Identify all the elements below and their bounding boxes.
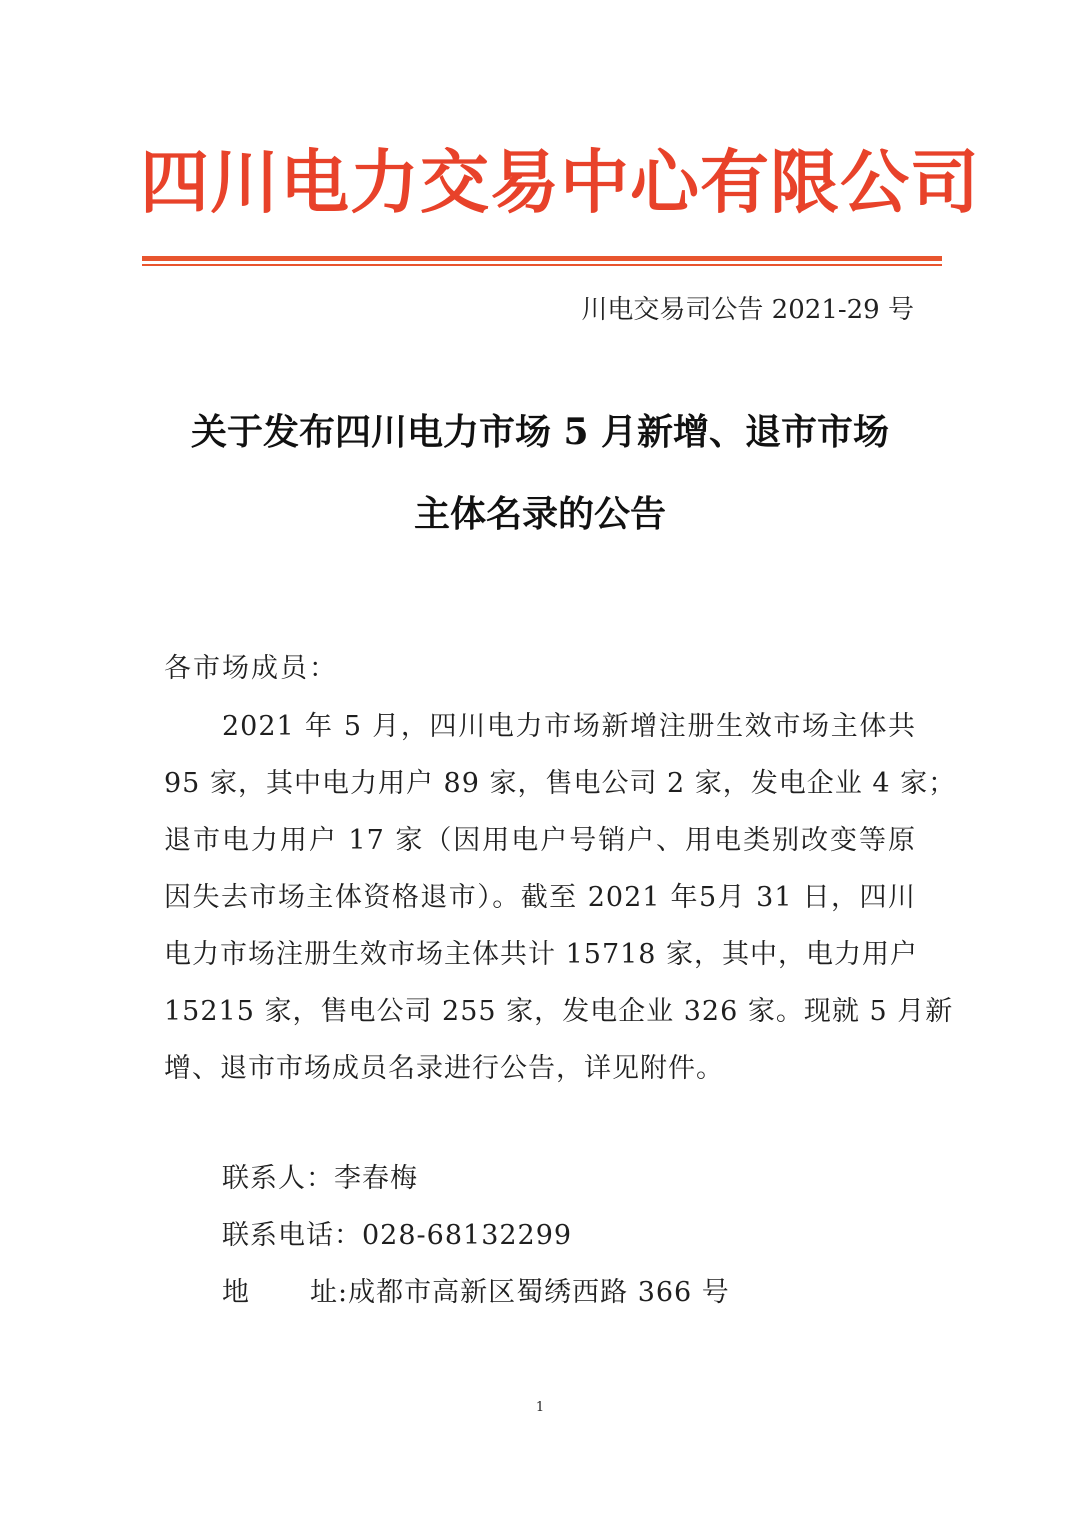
contact-person-value: 李春梅 (334, 1163, 418, 1194)
body-paragraph (164, 698, 957, 1097)
contact-address-value: 成都市高新区蜀绣西路 366 号 (348, 1277, 730, 1308)
page-number: 1 (535, 1400, 545, 1415)
organization-title: 四川电力交易中心有限公司 (140, 142, 980, 223)
contact-phone-value: 028-68132299 (362, 1220, 573, 1251)
body-line: 电力市场注册生效市场主体共计 15718 家，其中，电力用户 (164, 939, 919, 970)
header-rule-thick (142, 256, 942, 261)
contact-person-label: 联系人： (222, 1163, 334, 1194)
contact-address-label-2: 址: (310, 1277, 349, 1308)
document-title-line-1: 关于发布四川电力市场 5 月新增、退市市场 (190, 411, 890, 453)
body-line: 2021 年 5 月，四川电力市场新增注册生效市场主体共 (222, 711, 916, 742)
document-number: 川电交易司公告 2021-29 号 (581, 295, 914, 325)
body-line: 退市电力用户 17 家（因用电户号销户、用电类别改变等原 (164, 825, 916, 856)
document-title-line-2: 主体名录的公告 (413, 493, 666, 535)
body-line: 增、退市市场成员名录进行公告，详见附件。 (164, 1053, 724, 1084)
contact-address (222, 1268, 730, 1318)
header-rule-thin (142, 264, 942, 266)
contact-address-label: 地 (222, 1277, 249, 1308)
body-line: 15215 家，售电公司 255 家，发电企业 326 家。现就 5 月新 (164, 996, 954, 1027)
contact-phone (222, 1211, 572, 1261)
contact-phone-label: 联系电话： (222, 1220, 362, 1251)
body-line: 因失去市场主体资格退市）。截至 2021 年5月 31 日，四川 (164, 882, 916, 913)
contact-person (222, 1154, 418, 1204)
salutation: 各市场成员： (164, 653, 338, 684)
body-line: 95 家，其中电力用户 89 家，售电公司 2 家，发电企业 4 家； (164, 768, 957, 799)
